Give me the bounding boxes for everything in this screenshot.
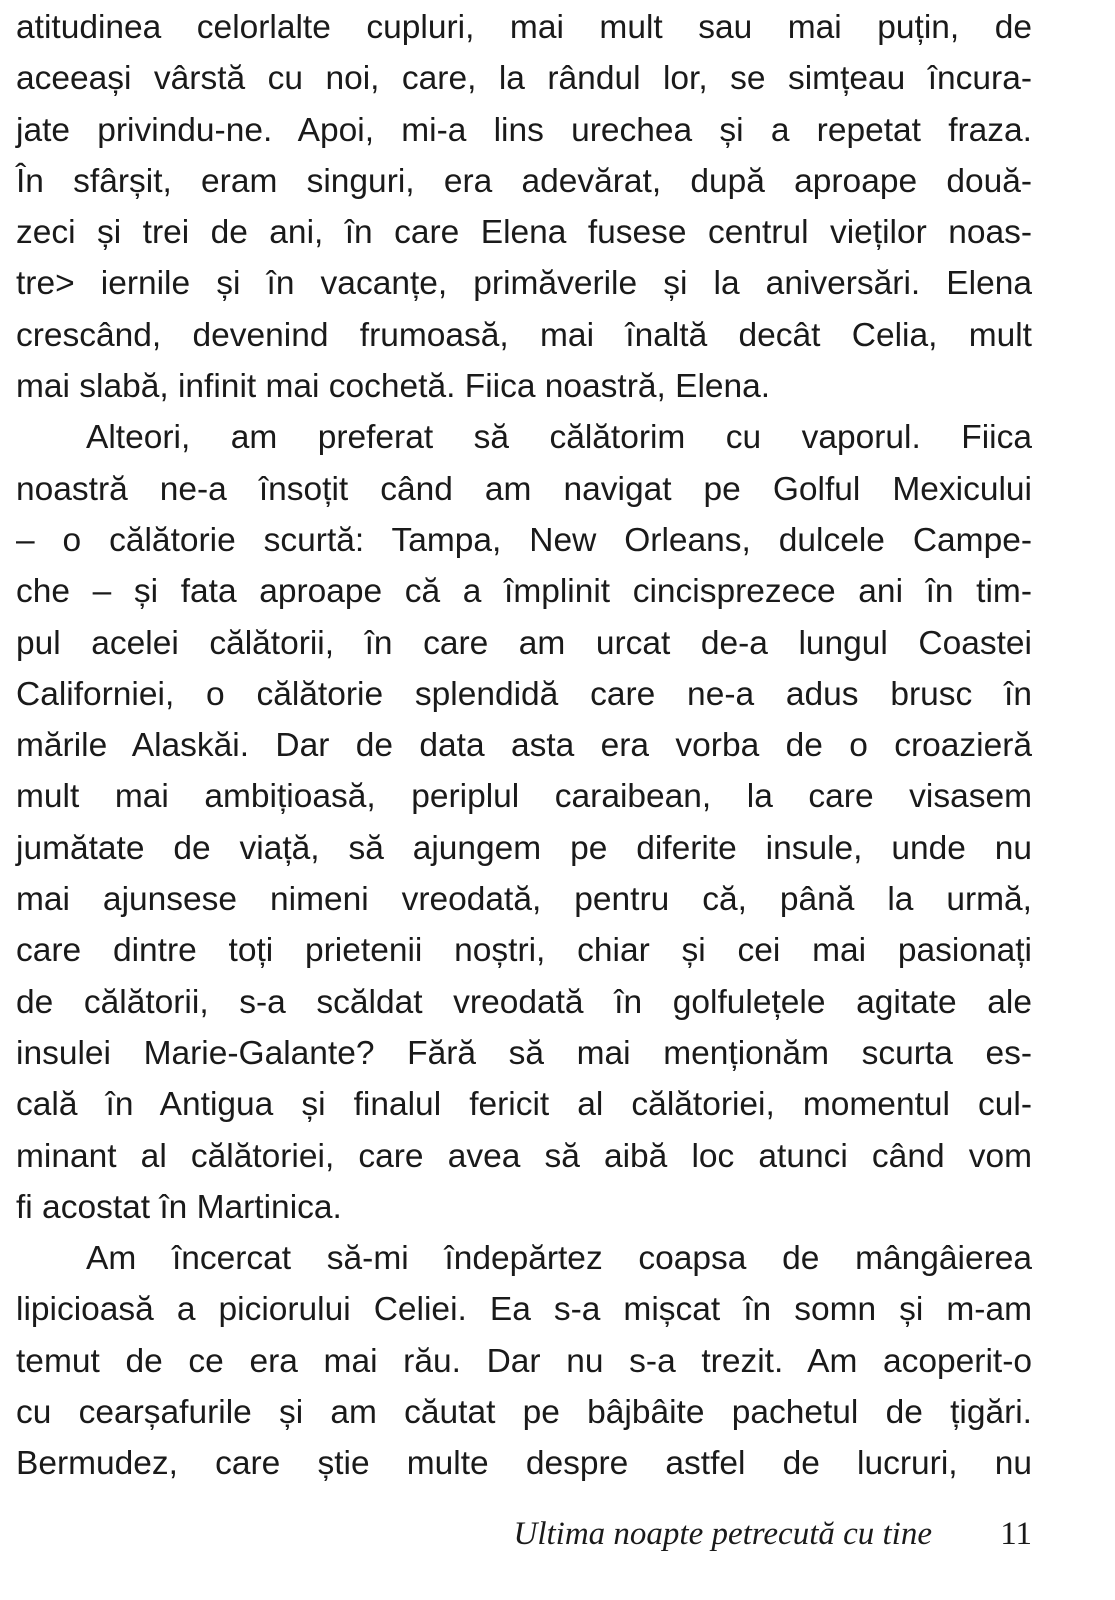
text-line: che – și fata aproape că a împlinit cincisprezece ani în tim- [16, 573, 1032, 611]
running-footer [0, 1516, 1032, 1560]
text-line: Bermudez, care știe multe despre astfel de lucruri, nu [16, 1445, 1032, 1483]
text-line: de călătorii, s-a scăldat vreodată în golfulețele agitate ale [16, 983, 1032, 1021]
text-line: Californiei, o călătorie splendidă care ne-a adus brusc în [16, 675, 1032, 713]
text-line: mai ajunsese nimeni vreodată, pentru că, până la urmă, [16, 881, 1032, 919]
text-line: În sfârșit, eram singuri, era adevărat, după aproape două- [16, 162, 1032, 200]
paragraph [16, 412, 1032, 1233]
text-line: Alteori, am preferat să călătorim cu vaporul. Fiica [86, 419, 1032, 457]
text-line: insulei Marie-Galante? Fără să mai menționăm scurta es- [16, 1034, 1032, 1072]
text-line: noastră ne-a însoțit când am navigat pe Golful Mexicului [16, 470, 1032, 508]
text-line: aceeași vârstă cu noi, care, la rândul lor, se simțeau încura- [16, 60, 1032, 98]
text-line: atitudinea celorlalte cupluri, mai mult sau mai puțin, de [16, 9, 1032, 46]
text-line: cală în Antigua și finalul fericit al călătoriei, momentul cul- [16, 1086, 1032, 1124]
paragraph [16, 2, 1032, 412]
text-line: mult mai ambițioasă, periplul caraibean, la care visasem [16, 778, 1032, 816]
text-line: tre> iernile și în vacanțe, primăverile și la aniversări. Elena [16, 265, 1032, 303]
text-line: Am încercat să-mi îndepărtez coapsa de mângâierea [86, 1240, 1032, 1278]
text-line: minant al călătoriei, care avea să aibă loc atunci când vom [16, 1137, 1032, 1175]
text-line: cu cearșafurile și am căutat pe bâjbâite pachetul de țigări. [16, 1394, 1032, 1432]
text-line: temut de ce era mai rău. Dar nu s-a trezit. Am acoperit-o [16, 1342, 1032, 1380]
text-line: fi acostat în Martinica. [16, 1188, 342, 1226]
text-line: jate privindu-ne. Apoi, mi-a lins urechea și a repetat fraza. [16, 111, 1032, 149]
text-line: mările Alaskăi. Dar de data asta era vorba de o croazieră [16, 727, 1032, 765]
text-line: crescând, devenind frumoasă, mai înaltă decât Celia, mult [16, 316, 1032, 354]
book-title: Ultima noapte petrecută cu tine [513, 1516, 932, 1552]
text-line: – o călătorie scurtă: Tampa, New Orleans, dulcele Campe- [16, 521, 1032, 559]
paragraph [16, 1233, 1032, 1489]
text-line: pul acelei călătorii, în care am urcat de-a lungul Coastei [16, 624, 1032, 662]
page-number: 11 [1000, 1516, 1032, 1552]
text-line: mai slabă, infinit mai cochetă. Fiica noastră, Elena. [16, 368, 771, 406]
text-line: care dintre toți prietenii noștri, chiar și cei mai pasionați [16, 932, 1032, 970]
text-line: zeci și trei de ani, în care Elena fusese centrul vieților noas- [16, 214, 1032, 252]
book-page-text [16, 2, 1032, 1490]
text-line: lipicioasă a piciorului Celiei. Ea s-a mișcat în somn și m-am [16, 1291, 1032, 1329]
text-line: jumătate de viață, să ajungem pe diferite insule, unde nu [16, 829, 1032, 867]
